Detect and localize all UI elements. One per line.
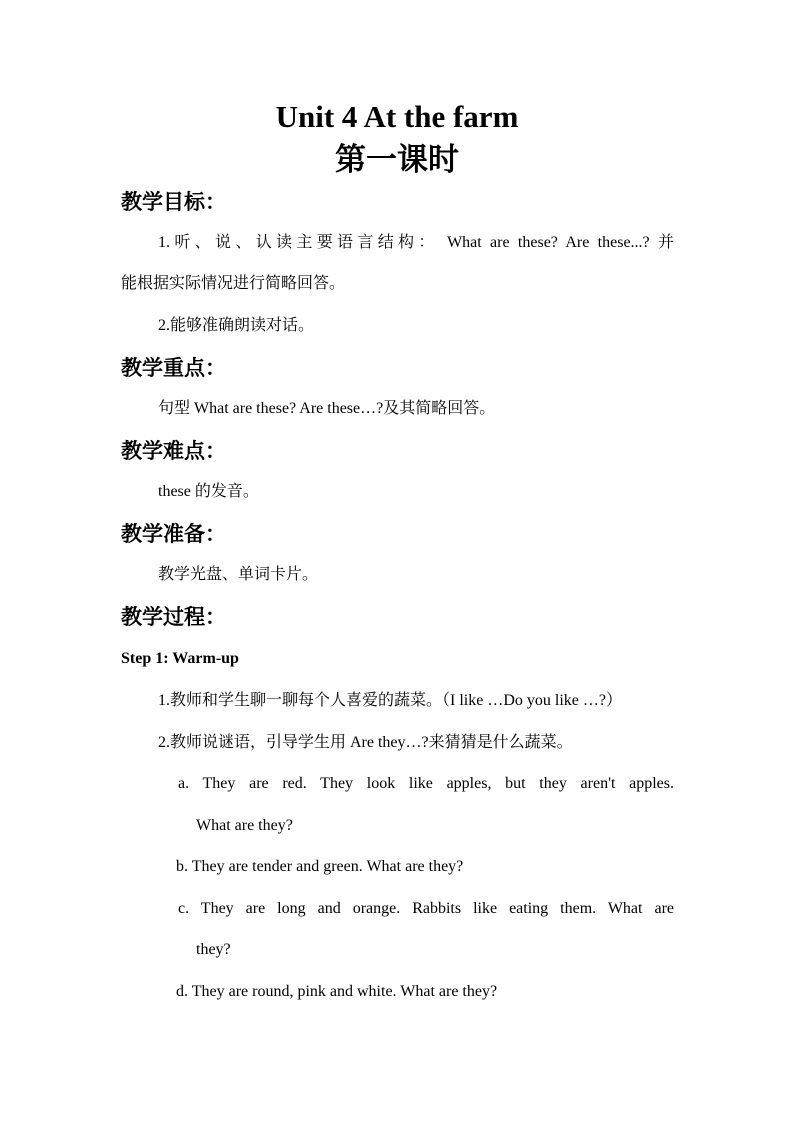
- riddle-a-line-2: What are they?: [196, 817, 293, 834]
- riddle-a-line-1: a. They are red. They look like apples, but they aren't apples.: [178, 775, 674, 792]
- riddle-c-line-2: they?: [196, 941, 231, 958]
- key-points-text: 句型 What are these? Are these…?及其简略回答。: [158, 400, 496, 417]
- objectives-heading: 教学目标：: [121, 190, 226, 214]
- objective-item-2: 2.能够准确朗读对话。: [158, 317, 315, 334]
- page-subtitle: 第一课时: [335, 142, 459, 178]
- difficulties-text: these 的发音。: [158, 483, 259, 500]
- step-1-label: Step 1: Warm-up: [121, 650, 239, 667]
- riddle-b: b. They are tender and green. What are they?: [176, 858, 464, 875]
- page-title: Unit 4 At the farm: [275, 99, 519, 134]
- process-item-2: 2.教师说谜语，引导学生用 Are they…?来猜猜是什么蔬菜。: [158, 734, 573, 751]
- preparation-heading: 教学准备：: [121, 522, 226, 546]
- process-heading: 教学过程：: [121, 605, 226, 629]
- key-points-heading: 教学重点：: [121, 356, 226, 380]
- objective-item-1-line-2: 能根据实际情况进行简略回答。: [121, 275, 346, 292]
- difficulties-heading: 教学难点：: [121, 439, 226, 463]
- riddle-c-line-1: c. They are long and orange. Rabbits like eating them. What are: [178, 900, 674, 917]
- riddle-d: d. They are round, pink and white. What are they?: [176, 983, 498, 1000]
- process-item-1: 1.教师和学生聊一聊每个人喜爱的蔬菜。（I like …Do you like …?）: [158, 692, 622, 709]
- preparation-text: 教学光盘、单词卡片。: [158, 566, 319, 583]
- objective-item-1-line-1: 1.听、说、认读主要语言结构： What are these? Are these...? 并: [158, 234, 674, 251]
